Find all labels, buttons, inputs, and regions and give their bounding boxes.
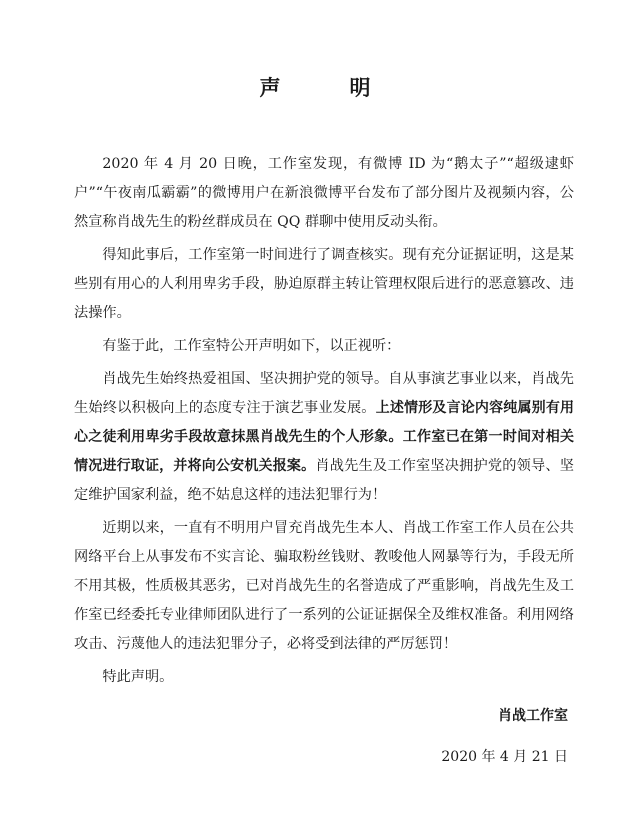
paragraph-position-intro: 肖战先生始终热爱祖国、坚决拥护党的领导。自从事演艺事业以来，肖战先生始终以积极向上的态度专注于演艺事业发展。 xyxy=(74,371,574,416)
document-title: 声 明 xyxy=(259,76,395,100)
paragraph-position-end: 肖战先生及工作室坚决拥护党的领导、坚定维护国家利益，绝不姑息这样的违法犯罪行为！ xyxy=(74,458,574,503)
paragraph-incident: 2020 年 4 月 20 日晚，工作室发现，有微博 ID 为“鹅太子”“超级逮虾户”“午夜南瓜霸霸”的微博用户在新浪微博平台发布了部分图片及视频内容，公然宣称肖战先生的粉丝群成员在 QQ 群聊中使用反动头衔。 xyxy=(74,156,574,230)
paragraph-position-bold: 上述情形及言论内容纯属别有用心之徒利用卑劣手段故意抹黑肖战先生的个人形象。工作室已在第一时间对相关情况进行取证，并将向公安机关报案。 xyxy=(74,400,574,474)
paragraph-position xyxy=(74,365,574,510)
statement-date: 2020 年 4 月 21 日 xyxy=(441,749,568,765)
signature: 肖战工作室 xyxy=(498,708,568,724)
statement-body xyxy=(74,150,574,696)
paragraph-closing: 特此声明。 xyxy=(102,669,174,685)
paragraph-impersonation: 近期以来，一直有不明用户冒充肖战先生本人、肖战工作室工作人员在公共网络平台上从事发布不实言论、骗取粉丝钱财、教唆他人网暴等行为，手段无所不用其极，性质极其恶劣，已对肖战先生的名誉造成了严重影响，肖战先生及工作室已经委托专业律师团队进行了一系列的公证证据保全及维权准备。利用网络攻击、污蔑他人的违法犯罪分子，必将受到法律的严厉惩罚！ xyxy=(74,520,574,652)
paragraph-declaration-intro: 有鉴于此，工作室特公开声明如下，以正视听： xyxy=(102,338,401,354)
paragraph-investigation: 得知此事后，工作室第一时间进行了调查核实。现有充分证据证明，这是某些别有用心的人利用卑劣手段，胁迫原群主转让管理权限后进行的恶意篡改、违法操作。 xyxy=(74,247,574,321)
